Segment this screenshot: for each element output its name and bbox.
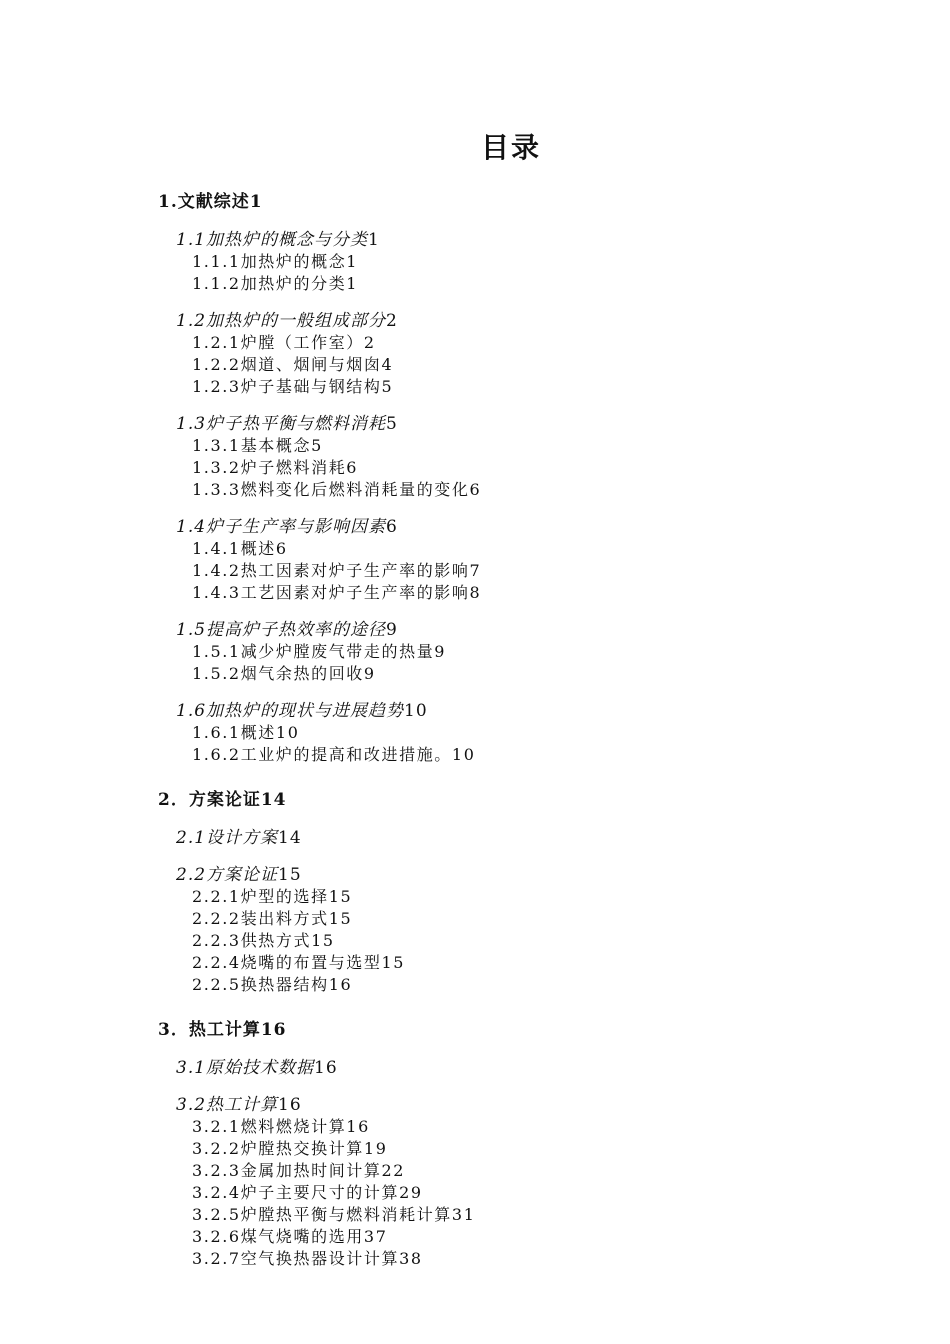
toc-section-1-6[interactable]: 1.6加热炉的现状与进展趋势10 [176,701,428,721]
toc-section-3-1[interactable]: 3.1原始技术数据16 [176,1058,338,1078]
toc-section-2-1[interactable]: 2.1设计方案14 [176,828,302,848]
toc-section-3-2[interactable]: 3.2热工计算16 [176,1095,302,1115]
toc-entry[interactable]: 2.2.1炉型的选择15 [192,887,353,906]
toc-section-1-1[interactable]: 1.1加热炉的概念与分类1 [176,230,380,250]
table-of-contents [158,190,878,1270]
toc-entry[interactable]: 1.6.1概述10 [192,723,300,742]
toc-entry[interactable]: 1.2.3炉子基础与钢结构5 [192,377,394,396]
toc-entry[interactable]: 1.3.1基本概念5 [192,436,323,455]
toc-entry[interactable]: 1.2.2烟道、烟闸与烟囱4 [192,355,394,374]
toc-section-1-2[interactable]: 1.2加热炉的一般组成部分2 [176,311,398,331]
toc-entry[interactable]: 1.4.2热工因素对炉子生产率的影响7 [192,561,482,580]
toc-entry[interactable]: 3.2.4炉子主要尺寸的计算29 [192,1183,423,1202]
toc-entry[interactable]: 2.2.3供热方式15 [192,931,335,950]
toc-entry[interactable]: 1.5.2烟气余热的回收9 [192,664,376,683]
toc-entry[interactable]: 2.2.4烧嘴的布置与选型15 [192,953,406,972]
toc-entry[interactable]: 3.2.1燃料燃烧计算16 [192,1117,370,1136]
toc-entry[interactable]: 3.2.3金属加热时间计算22 [192,1161,406,1180]
toc-entry[interactable]: 1.5.1减少炉膛废气带走的热量9 [192,642,447,661]
toc-chapter-2[interactable]: 2．方案论证14 [158,790,287,810]
toc-section-1-4[interactable]: 1.4炉子生产率与影响因素6 [176,517,398,537]
toc-entry[interactable]: 3.2.6煤气烧嘴的选用37 [192,1227,388,1246]
toc-entry[interactable]: 1.4.3工艺因素对炉子生产率的影响8 [192,583,482,602]
toc-entry[interactable]: 1.1.1加热炉的概念1 [192,252,359,271]
toc-entry[interactable]: 1.1.2加热炉的分类1 [192,274,359,293]
toc-entry[interactable]: 2.2.5换热器结构16 [192,975,353,994]
toc-entry[interactable]: 3.2.7空气换热器设计计算38 [192,1249,423,1268]
toc-entry[interactable]: 1.2.1炉膛（工作室）2 [192,333,376,352]
toc-entry[interactable]: 3.2.2炉膛热交换计算19 [192,1139,388,1158]
page-title: 目录 [480,131,541,164]
toc-chapter-3[interactable]: 3．热工计算16 [158,1020,287,1040]
toc-entry[interactable]: 1.4.1概述6 [192,539,288,558]
toc-entry[interactable]: 3.2.5炉膛热平衡与燃料消耗计算31 [192,1205,476,1224]
toc-entry[interactable]: 1.6.2工业炉的提高和改进措施。10 [192,745,476,764]
toc-section-1-5[interactable]: 1.5提高炉子热效率的途径9 [176,620,398,640]
toc-section-2-2[interactable]: 2.2方案论证15 [176,865,302,885]
toc-entry[interactable]: 1.3.3燃料变化后燃料消耗量的变化6 [192,480,482,499]
toc-chapter-1[interactable]: 1.文献综述1 [158,192,263,212]
toc-section-1-3[interactable]: 1.3炉子热平衡与燃料消耗5 [176,414,398,434]
toc-entry[interactable]: 1.3.2炉子燃料消耗6 [192,458,359,477]
toc-entry[interactable]: 2.2.2装出料方式15 [192,909,353,928]
